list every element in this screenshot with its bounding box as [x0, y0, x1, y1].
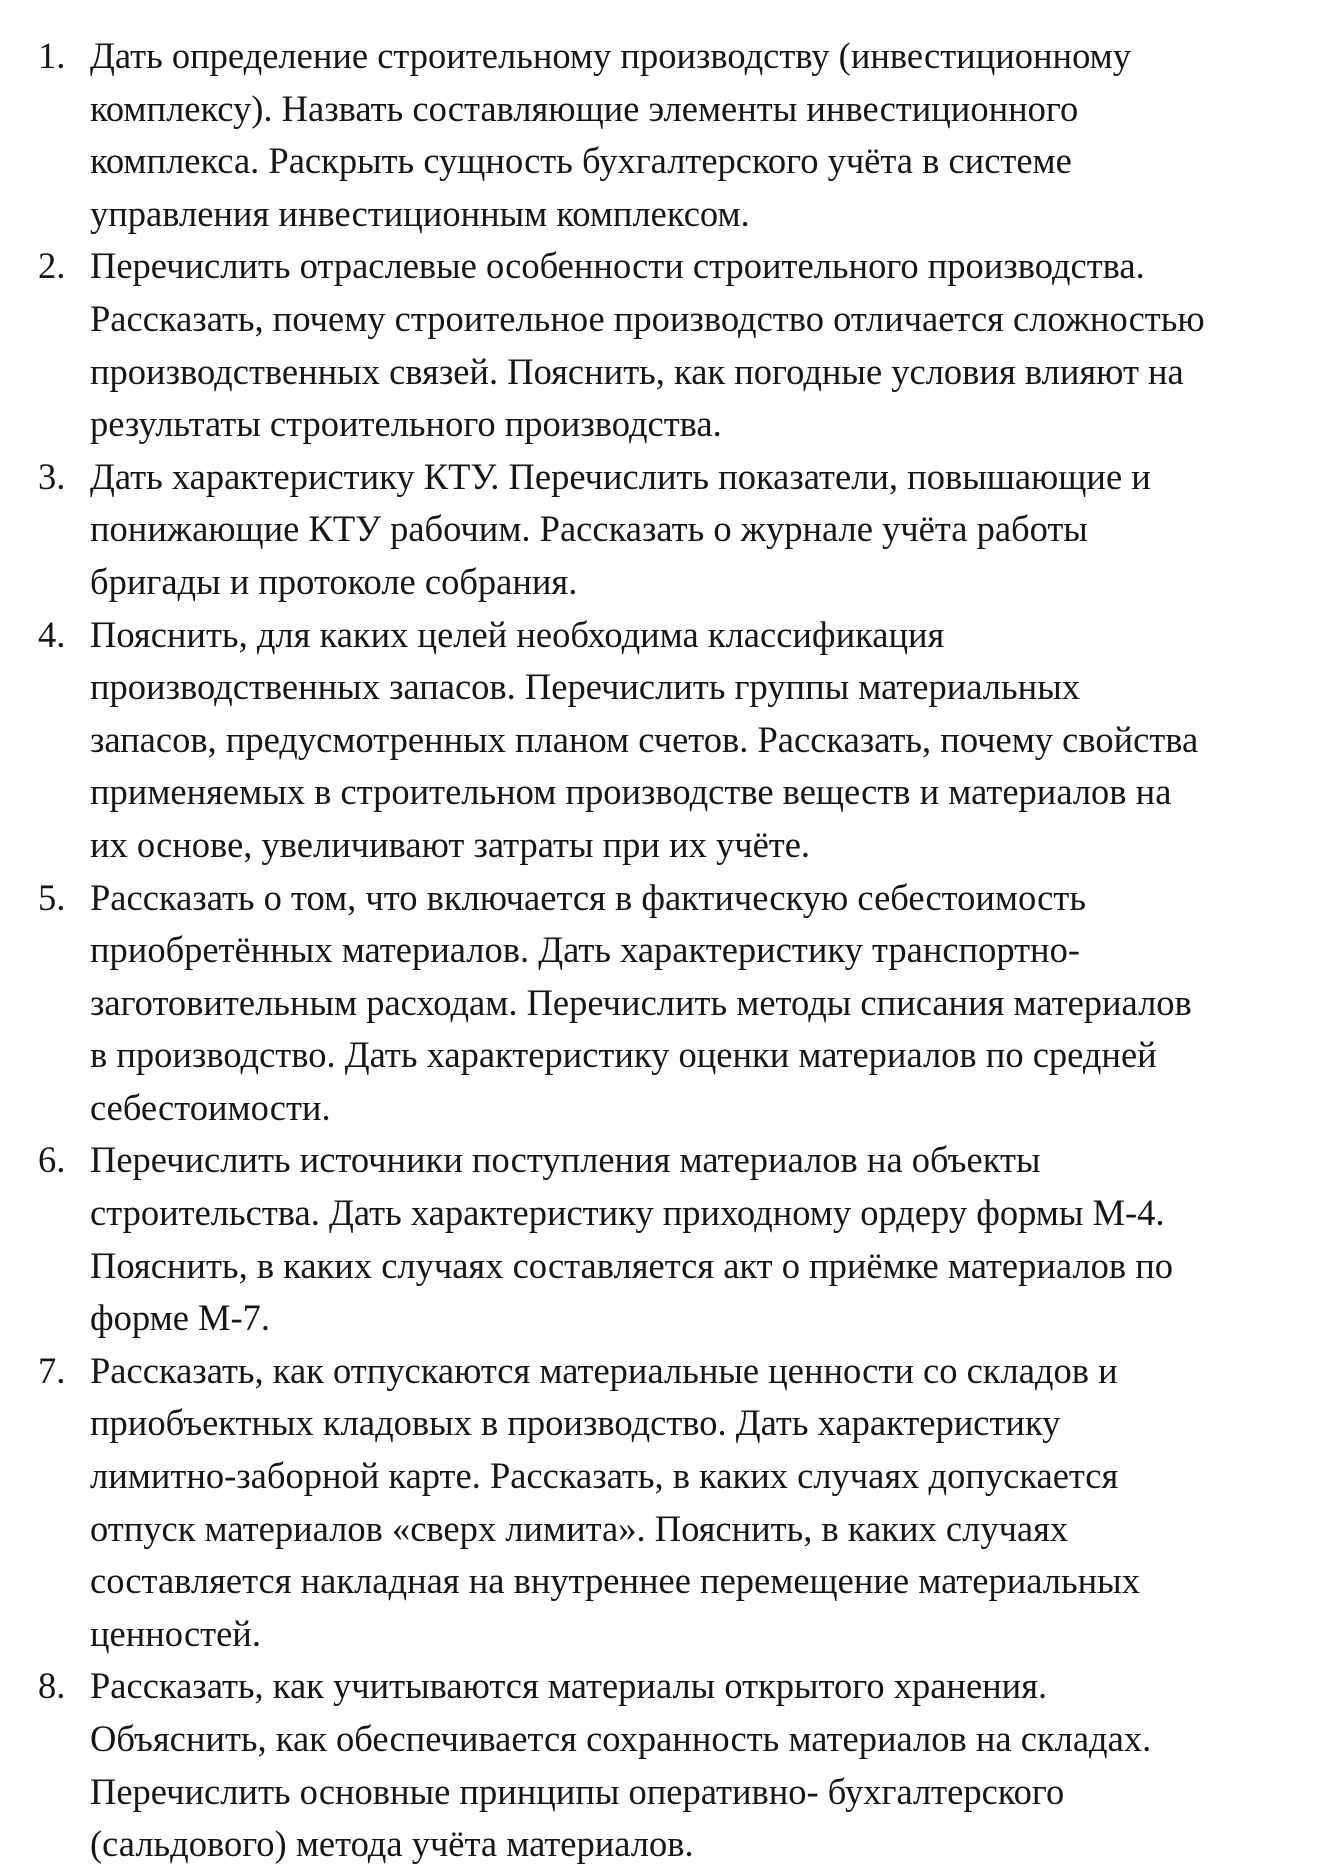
- question-number: 4.: [38, 613, 66, 655]
- question-line: комплекса. Раскрыть сущность бухгалтерского учёта в системе: [90, 140, 1072, 182]
- question-line: результаты строительного производства.: [90, 403, 722, 445]
- question-line: производственных связей. Пояснить, как погодные условия влияют на: [90, 350, 1184, 392]
- question-line: Рассказать, как учитываются материалы открытого хранения.: [90, 1665, 1048, 1707]
- question-line: Пояснить, в каких случаях составляется акт о приёмке материалов по: [90, 1244, 1174, 1286]
- question-item-4: [38, 609, 1308, 872]
- question-line: применяемых в строительном производстве веществ и материалов на: [90, 771, 1172, 813]
- question-line: Дать определение строительному производству (инвестиционному: [90, 35, 1131, 76]
- question-line: производственных запасов. Перечислить группы материальных: [90, 666, 1080, 708]
- question-line: управления инвестиционным комплексом.: [90, 192, 750, 234]
- question-line: комплексу). Назвать составляющие элементы инвестиционного: [90, 87, 1079, 129]
- question-item-7: [38, 1345, 1308, 1661]
- question-item-1: [38, 30, 1308, 240]
- question-line: Объяснить, как обеспечивается сохранность материалов на складах.: [90, 1718, 1152, 1759]
- question-line: ценностей.: [90, 1612, 261, 1654]
- question-item-5: [38, 872, 1308, 1135]
- question-line: Рассказать о том, что включается в фактическую себестоимость: [90, 876, 1086, 918]
- question-line: их основе, увеличивают затраты при их учёте.: [90, 823, 811, 865]
- question-item-8: [38, 1660, 1308, 1870]
- question-line: Перечислить отраслевые особенности строительного производства.: [90, 245, 1145, 287]
- question-number: 3.: [38, 455, 66, 497]
- question-line: (сальдового) метода учёта материалов.: [90, 1823, 694, 1865]
- question-line: приобретённых материалов. Дать характеристику транспортно-: [90, 929, 1080, 971]
- question-line: лимитно-заборной карте. Рассказать, в каких случаях допускается: [90, 1455, 1119, 1497]
- question-line: в производство. Дать характеристику оценки материалов по средней: [90, 1034, 1157, 1076]
- question-number: 6.: [38, 1139, 66, 1181]
- question-line: Пояснить, для каких целей необходима классификация: [90, 613, 945, 655]
- question-item-6: [38, 1134, 1308, 1344]
- question-line: запасов, предусмотренных планом счетов. Рассказать, почему свойства: [90, 718, 1199, 760]
- question-number: 5.: [38, 876, 66, 918]
- question-line: составляется накладная на внутреннее перемещение материальных: [90, 1560, 1140, 1602]
- question-line: заготовительным расходам. Перечислить методы списания материалов: [90, 981, 1192, 1023]
- question-line: отпуск материалов «сверх лимита». Пояснить, в каких случаях: [90, 1507, 1069, 1549]
- question-line: бригады и протоколе собрания.: [90, 560, 578, 602]
- question-line: строительства. Дать характеристику приходному ордеру формы М-4.: [90, 1192, 1165, 1234]
- question-number: 2.: [38, 245, 66, 287]
- question-item-2: [38, 240, 1308, 450]
- question-line: себестоимости.: [90, 1086, 331, 1128]
- question-number: 8.: [38, 1665, 66, 1707]
- question-number: 1.: [38, 35, 66, 76]
- question-line: Рассказать, почему строительное производство отличается сложностью: [90, 297, 1205, 339]
- question-line: понижающие КТУ рабочим. Рассказать о журнале учёта работы: [90, 508, 1088, 550]
- question-line: форме М-7.: [90, 1297, 271, 1339]
- question-item-3: [38, 451, 1308, 609]
- question-line: Дать характеристику КТУ. Перечислить показатели, повышающие и: [90, 455, 1151, 497]
- question-number: 7.: [38, 1349, 66, 1391]
- question-line: Перечислить основные принципы оперативно- бухгалтерского: [90, 1770, 1065, 1812]
- question-line: Перечислить источники поступления материалов на объекты: [90, 1139, 1041, 1181]
- question-line: приобъектных кладовых в производство. Дать характеристику: [90, 1402, 1061, 1444]
- question-list: [38, 30, 1308, 1871]
- question-line: Рассказать, как отпускаются материальные ценности со складов и: [90, 1349, 1118, 1391]
